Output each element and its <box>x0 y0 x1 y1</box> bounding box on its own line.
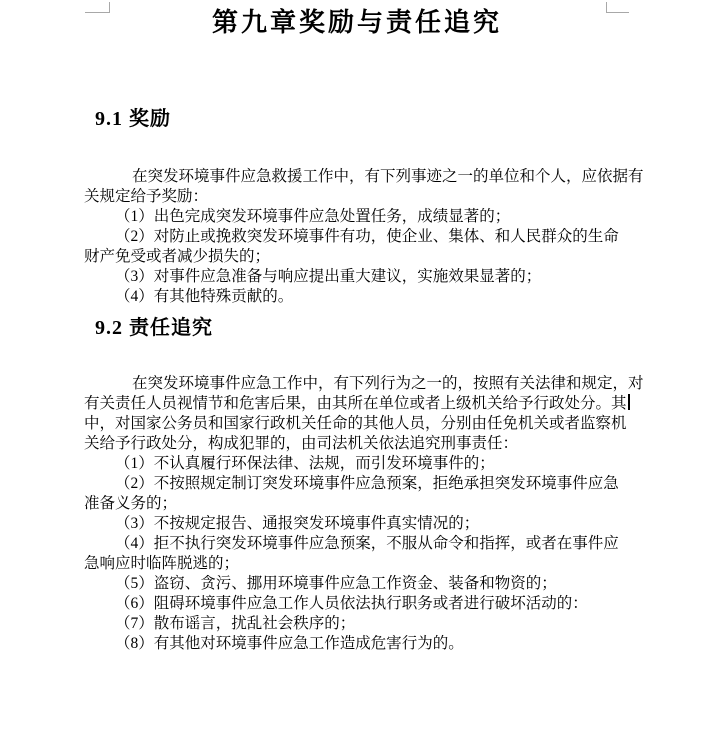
text-line[interactable]: （7）散布谣言，扰乱社会秩序的； <box>115 615 356 632</box>
text-line[interactable]: （2）对防止或挽救突发环境事件有功，使企业、集体、和人民群众的生命 <box>115 228 619 245</box>
text-line[interactable]: 中，对国家公务员和国家行政机关任命的其他人员，分别由任免机关或者监察机 <box>84 415 627 432</box>
text-line[interactable]: （4）有其他特殊贡献的。 <box>115 288 294 305</box>
text-line[interactable]: 急响应时临阵脱逃的； <box>84 555 240 572</box>
text-line[interactable]: 关规定给予奖励： <box>84 188 209 205</box>
text-line[interactable]: 在突发环境事件应急救援工作中，有下列事迹之一的单位和个人，应依据有 <box>132 168 644 185</box>
text-line[interactable]: （5）盗窃、贪污、挪用环境事件应急工作资金、装备和物资的； <box>115 575 557 592</box>
text-line[interactable]: （6）阻碍环境事件应急工作人员依法执行职务或者进行破坏活动的： <box>115 595 588 612</box>
section-body-9-2[interactable] <box>84 374 646 654</box>
section-heading-9-1[interactable]: 9.1 奖励 <box>95 108 171 130</box>
text-line[interactable]: 财产免受或者减少损失的； <box>84 248 271 265</box>
text-line[interactable]: 有关责任人员视情节和危害后果，由其所在单位或者上级机关给予行政处分。其 <box>84 394 646 414</box>
document-title[interactable]: 第九章奖励与责任追究 <box>211 8 502 37</box>
text-line[interactable]: 准备义务的； <box>84 495 178 512</box>
section-body-9-1[interactable] <box>84 167 646 307</box>
text-line[interactable]: （1）不认真履行环保法律、法规，而引发环境事件的； <box>115 455 495 472</box>
section-heading-9-2[interactable]: 9.2 责任追究 <box>95 317 213 339</box>
text-line[interactable]: （4）拒不执行突发环境事件应急预案，不服从命令和指挥，或者在事件应 <box>115 535 619 552</box>
text-line[interactable]: （2）不按照规定制订突发环境事件应急预案，拒绝承担突发环境事件应急 <box>115 475 619 492</box>
text-line[interactable]: （3）不按规定报告、通报突发环境事件真实情况的； <box>115 515 480 532</box>
text-line[interactable]: （1）出色完成突发环境事件应急处置任务，成绩显著的； <box>115 208 511 225</box>
text-line[interactable]: （8）有其他对环境事件应急工作造成危害行为的。 <box>115 635 464 652</box>
text-line[interactable]: 关给予行政处分，构成犯罪的，由司法机关依法追究刑事责任： <box>84 435 519 452</box>
text-cursor <box>628 394 630 410</box>
text-line[interactable]: （3）对事件应急准备与响应提出重大建议，实施效果显著的； <box>115 268 542 285</box>
text-line[interactable]: 在突发环境事件应急工作中，有下列行为之一的，按照有关法律和规定，对 <box>132 375 644 392</box>
